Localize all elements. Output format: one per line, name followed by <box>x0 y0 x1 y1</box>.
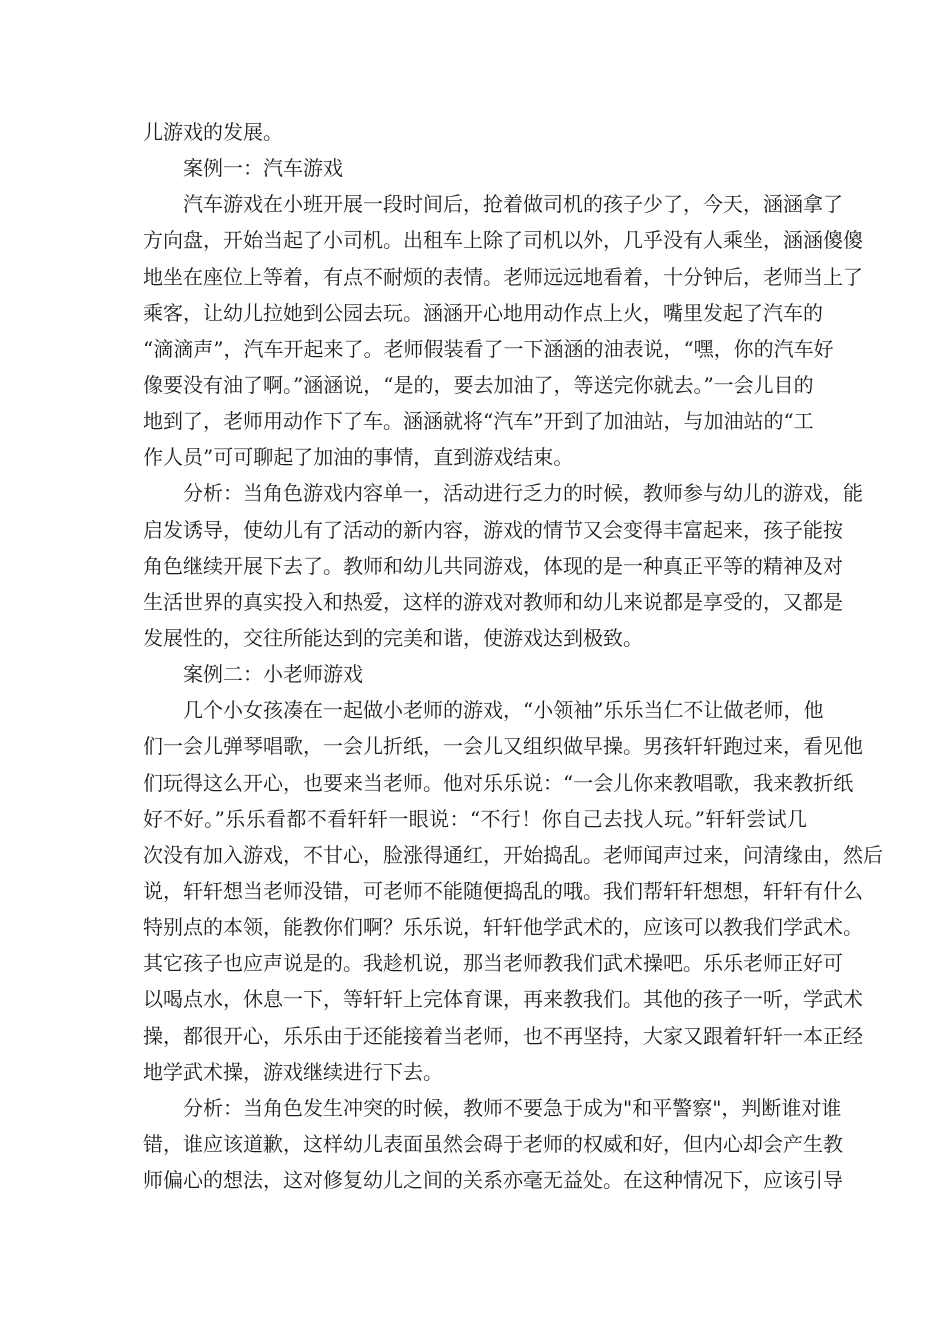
text-line: 像要没有油了啊。”涵涵说，“是的，要去加油了，等送完你就去。”一会儿目的 <box>143 372 814 397</box>
text-line: 特别点的本领，能教你们啊？乐乐说，轩轩他学武术的，应该可以教我们学武术。 <box>143 915 863 940</box>
text-line: 说，轩轩想当老师没错，可老师不能随便捣乱的哦。我们帮轩轩想想，轩轩有什么 <box>143 878 863 903</box>
text-line: 地学武术操，游戏继续进行下去。 <box>143 1059 443 1084</box>
text-line: “滴滴声”，汽车开起来了。老师假装看了一下涵涵的油表说，“嘿，你的汽车好 <box>143 336 834 361</box>
text-line: 汽车游戏在小班开展一段时间后，抢着做司机的孩子少了，今天，涵涵拿了 <box>183 192 843 217</box>
text-line: 发展性的，交往所能达到的完美和谐，使游戏达到极致。 <box>143 625 643 650</box>
text-line: 案例二：小老师游戏 <box>183 662 363 687</box>
text-line: 分析：当角色游戏内容单一，活动进行乏力的时候，教师参与幼儿的游戏，能 <box>183 481 863 506</box>
text-line: 分析：当角色发生冲突的时候，教师不要急于成为"和平警察"，判断谁对谁 <box>183 1095 842 1120</box>
text-line: 其它孩子也应声说是的。我趁机说，那当老师教我们武术操吧。乐乐老师正好可 <box>143 951 843 976</box>
document-body <box>143 114 883 1198</box>
text-line: 几个小女孩凑在一起做小老师的游戏，“小领袖”乐乐当仁不让做老师，他 <box>183 698 824 723</box>
text-line: 生活世界的真实投入和热爱，这样的游戏对教师和幼儿来说都是享受的，又都是 <box>143 589 843 614</box>
text-line: 操，都很开心，乐乐由于还能接着当老师，也不再坚持，大家又跟着轩轩一本正经 <box>143 1023 863 1048</box>
text-line: 们玩得这么开心，也要来当老师。他对乐乐说：“一会儿你来教唱歌，我来教折纸 <box>143 770 854 795</box>
text-line: 师偏心的想法，这对修复幼儿之间的关系亦毫无益处。在这种情况下，应该引导 <box>143 1168 843 1193</box>
text-line: 角色继续开展下去了。教师和幼儿共同游戏，体现的是一种真正平等的精神及对 <box>143 553 843 578</box>
text-line: 地坐在座位上等着，有点不耐烦的表情。老师远远地看着，十分钟后，老师当上了 <box>143 264 863 289</box>
text-line: 次没有加入游戏，不甘心，脸涨得通红，开始捣乱。老师闻声过来，问清缘由，然后 <box>143 842 883 867</box>
text-line: 们一会儿弹琴唱歌，一会儿折纸，一会儿又组织做早操。男孩轩轩跑过来，看见他 <box>143 734 863 759</box>
text-line: 启发诱导，使幼儿有了活动的新内容，游戏的情节又会变得丰富起来，孩子能按 <box>143 517 843 542</box>
text-line: 儿游戏的发展。 <box>143 120 283 144</box>
text-line: 案例一：汽车游戏 <box>183 156 343 181</box>
text-line: 以喝点水，休息一下，等轩轩上完体育课，再来教我们。其他的孩子一听，学武术 <box>143 987 863 1012</box>
text-line: 作人员”可可聊起了加油的事情，直到游戏结束。 <box>143 445 574 470</box>
text-line: 地到了，老师用动作下了车。涵涵就将“汽车”开到了加油站，与加油站的“工 <box>143 409 814 434</box>
text-line: 方向盘，开始当起了小司机。出租车上除了司机以外，几乎没有人乘坐，涵涵傻傻 <box>143 228 863 253</box>
text-line: 乘客，让幼儿拉她到公园去玩。涵涵开心地用动作点上火，嘴里发起了汽车的 <box>143 300 823 325</box>
text-line: 错，谁应该道歉，这样幼儿表面虽然会碍于老师的权威和好，但内心却会产生教 <box>143 1131 843 1156</box>
text-line: 好不好。”乐乐看都不看轩轩一眼说：“不行！你自己去找人玩。”轩轩尝试几 <box>143 806 807 831</box>
